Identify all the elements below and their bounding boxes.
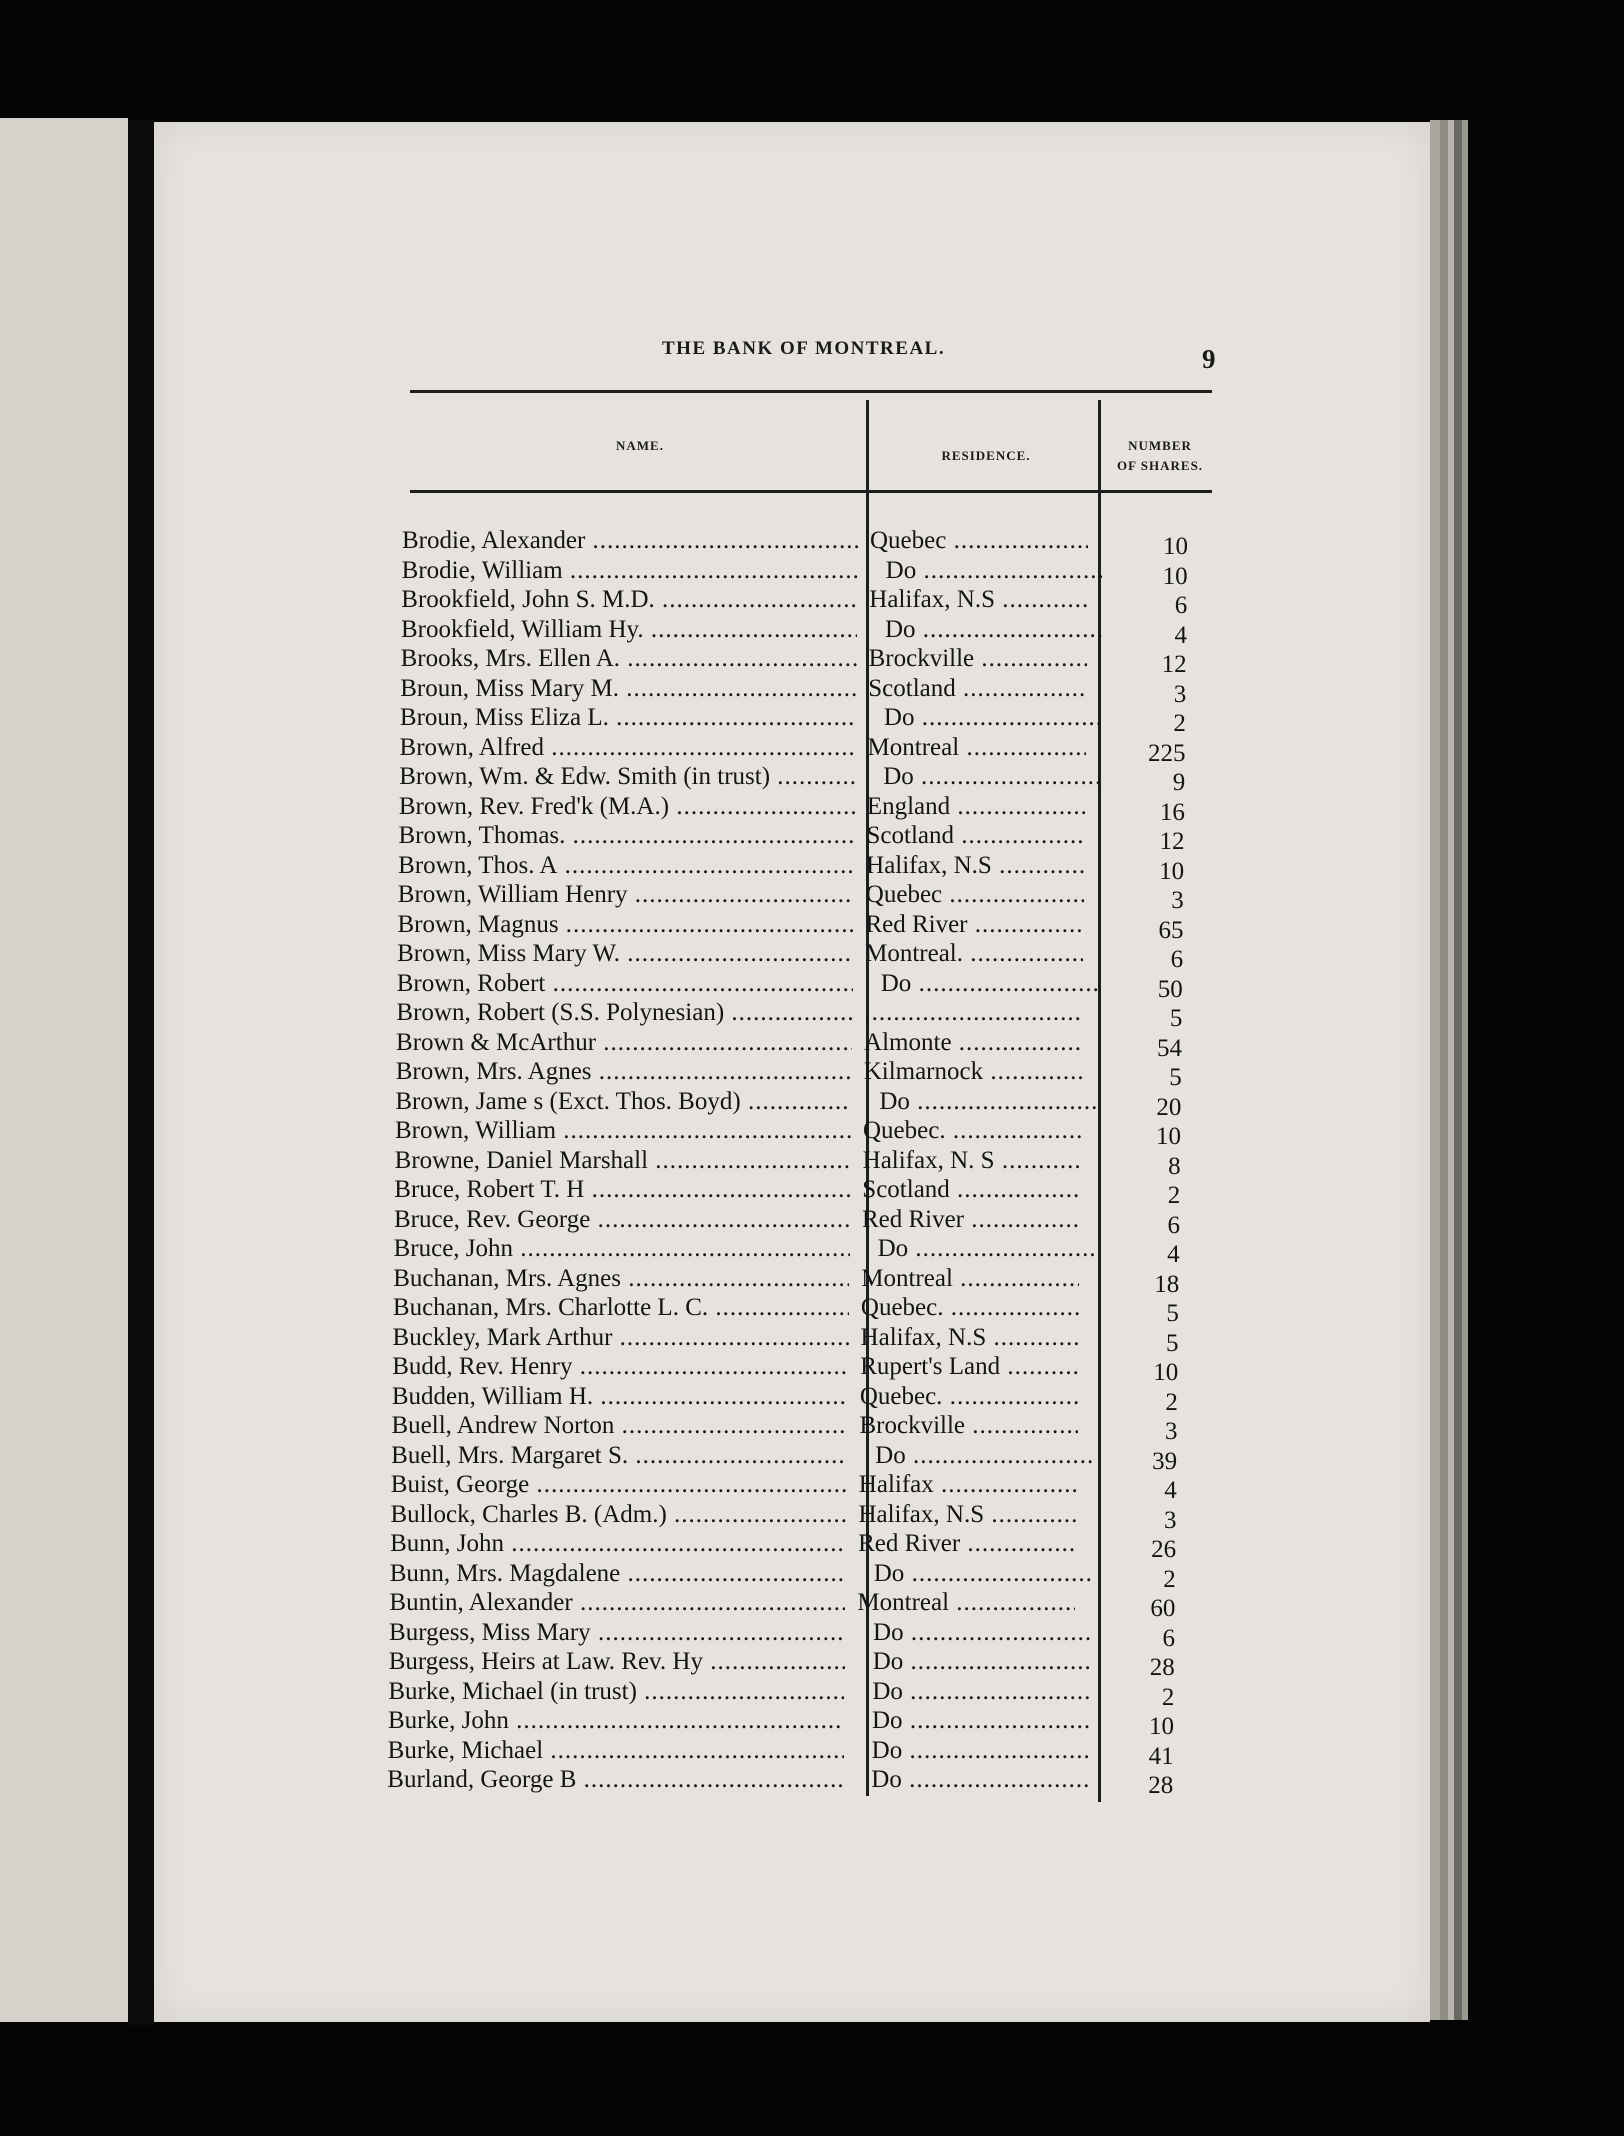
shareholder-name: Buell, Mrs. Margaret S. ..... — [391, 1441, 847, 1470]
shareholder-residence: Montreal. ..... — [865, 939, 1083, 968]
shareholder-residence: Do ..... — [865, 969, 1099, 998]
table-row — [392, 1323, 1193, 1357]
header-bottom-rule — [410, 490, 1212, 493]
shareholder-name: Brown, Thos. A ..... — [398, 851, 854, 880]
shareholder-name: Browne, Daniel Marshall ..... — [395, 1146, 851, 1175]
number-of-shares: 12 — [1161, 651, 1187, 678]
number-of-shares: 2 — [1165, 1388, 1178, 1416]
shareholder-name: Burke, Michael ..... — [388, 1736, 844, 1765]
shareholder-name: Brown, Robert (S.S. Polynesian) ..... — [396, 998, 852, 1027]
shareholder-name: Brown, Wm. & Edw. Smith (in trust) ..... — [399, 762, 855, 791]
shareholder-name: Buntin, Alexander ..... — [389, 1588, 845, 1617]
shareholder-name: Brown, Jame s (Exct. Thos. Boyd) ..... — [395, 1087, 851, 1116]
shareholder-name: Brown, Miss Mary W. ..... — [397, 939, 853, 968]
table-row — [389, 1618, 1189, 1652]
column-header-shares-line1: NUMBER — [1128, 438, 1192, 453]
shareholder-residence: Do ..... — [855, 1765, 1089, 1794]
table-row — [391, 1411, 1192, 1445]
table-row — [390, 1529, 1190, 1563]
page-number: 9 — [1202, 344, 1216, 374]
shareholder-name: Burgess, Miss Mary ..... — [389, 1618, 845, 1647]
table-row — [400, 644, 1201, 678]
shareholder-name: Brown, William Henry ..... — [398, 880, 854, 909]
column-header-residence: RESIDENCE. — [941, 448, 1031, 463]
page-stack-edge — [1430, 120, 1440, 2020]
facing-page-edge — [0, 118, 128, 2022]
number-of-shares: 12 — [1159, 828, 1185, 855]
table-row — [390, 1470, 1191, 1504]
number-of-shares: 6 — [1162, 1624, 1176, 1652]
shareholder-residence: Almonte ..... — [864, 1028, 1082, 1057]
shareholder-name: Buell, Andrew Norton ..... — [392, 1411, 848, 1440]
shareholder-name: Brown, Alfred ..... — [400, 733, 856, 762]
shareholder-residence: England ..... — [867, 792, 1085, 821]
number-of-shares: 5 — [1166, 1300, 1179, 1327]
shareholder-residence: Do ..... — [857, 1647, 1091, 1676]
shareholder-name: Brown, Thomas. ..... — [399, 821, 855, 850]
table-row — [398, 821, 1199, 855]
shareholder-residence: Do ..... — [870, 556, 1104, 585]
shareholder-name: Brodie, Alexander ..... — [402, 526, 858, 555]
table-row — [393, 1264, 1193, 1298]
table-row — [396, 969, 1197, 1003]
shareholder-name: Brookfield, John S. M.D. ..... — [401, 585, 857, 614]
column-header-name: NAME. — [616, 438, 664, 453]
shareholder-name: Bullock, Charles B. (Adm.) ..... — [390, 1500, 846, 1529]
shareholder-residence: Brockville ..... — [869, 644, 1087, 673]
shareholder-residence: Montreal ..... — [857, 1588, 1075, 1617]
number-of-shares: 16 — [1159, 798, 1185, 826]
number-of-shares: 6 — [1167, 1211, 1180, 1239]
shareholder-name: Bunn, John ..... — [390, 1529, 846, 1558]
table-row — [397, 939, 1197, 973]
number-of-shares: 20 — [1156, 1093, 1182, 1121]
running-head: THE BANK OF MONTREAL. — [662, 338, 946, 359]
table-row — [398, 792, 1199, 826]
shareholder-name: Buckley, Mark Arthur ..... — [393, 1323, 849, 1352]
column-header-shares — [1100, 436, 1220, 476]
table-row — [389, 1559, 1190, 1593]
shareholder-residence: Montreal ..... — [868, 733, 1086, 762]
number-of-shares: 18 — [1154, 1270, 1180, 1298]
shareholder-name: Brown, Magnus ..... — [397, 910, 853, 939]
shareholder-name: Broun, Miss Eliza L. ..... — [400, 703, 856, 732]
shareholder-residence — [864, 998, 1082, 1027]
shareholder-name: Budden, William H. ..... — [392, 1382, 848, 1411]
number-of-shares: 9 — [1172, 769, 1186, 796]
table-row — [399, 733, 1200, 767]
shareholder-name: Burke, Michael (in trust) ..... — [388, 1677, 844, 1706]
shareholder-name: Buist, George ..... — [391, 1470, 847, 1499]
number-of-shares: 28 — [1149, 1654, 1175, 1681]
table-row — [393, 1205, 1194, 1239]
table-top-rule — [410, 390, 1212, 393]
number-of-shares: 5 — [1169, 1064, 1182, 1091]
shareholder-residence: Halifax, N.S ..... — [866, 851, 1084, 880]
shareholder-residence: Do ..... — [856, 1736, 1090, 1765]
table-row — [392, 1293, 1193, 1327]
shareholder-name: Burgess, Heirs at Law. Rev. Hy ..... — [389, 1647, 845, 1676]
number-of-shares: 60 — [1150, 1595, 1176, 1622]
table-row — [389, 1588, 1189, 1622]
number-of-shares: 10 — [1149, 1713, 1174, 1740]
shareholder-residence: Do ..... — [859, 1441, 1093, 1470]
table-row — [391, 1441, 1191, 1475]
table-row — [396, 1028, 1196, 1062]
shareholder-residence: Kilmarnock ..... — [864, 1057, 1082, 1086]
number-of-shares: 3 — [1163, 1506, 1177, 1534]
number-of-shares: 225 — [1148, 739, 1186, 767]
number-of-shares: 10 — [1153, 1359, 1179, 1386]
shareholder-residence: Quebec. ..... — [860, 1382, 1078, 1411]
shareholder-name: Brown, Robert ..... — [397, 969, 853, 998]
shareholder-residence: Quebec ..... — [866, 880, 1084, 909]
number-of-shares: 10 — [1162, 562, 1188, 590]
shareholder-name: Brown, Mrs. Agnes ..... — [396, 1057, 852, 1086]
table-row — [392, 1352, 1192, 1386]
number-of-shares: 4 — [1174, 621, 1187, 649]
shareholder-residence: Halifax, N.S ..... — [869, 585, 1087, 614]
shareholder-residence: Do ..... — [862, 1234, 1096, 1263]
shareholder-name: Brodie, William ..... — [402, 556, 858, 585]
number-of-shares: 8 — [1168, 1152, 1181, 1180]
shareholder-residence: Do ..... — [869, 615, 1103, 644]
number-of-shares: 10 — [1163, 533, 1188, 560]
shareholder-residence: Scotland ..... — [868, 674, 1086, 703]
shareholder-residence: Red River ..... — [865, 910, 1083, 939]
shareholder-name: Buchanan, Mrs. Charlotte L. C. ..... — [393, 1293, 849, 1322]
shareholder-residence: Do ..... — [858, 1559, 1092, 1588]
number-of-shares: 65 — [1158, 916, 1184, 944]
shareholder-residence: Do ..... — [856, 1677, 1090, 1706]
number-of-shares: 2 — [1173, 710, 1186, 737]
shareholder-name: Budd, Rev. Henry ..... — [392, 1352, 848, 1381]
shareholder-name: Bruce, Rev. George ..... — [394, 1205, 850, 1234]
table-row — [394, 1175, 1194, 1209]
table-row — [399, 703, 1200, 737]
number-of-shares: 50 — [1157, 975, 1183, 1003]
table-row — [402, 526, 1202, 560]
table-row — [395, 1087, 1195, 1121]
number-of-shares: 10 — [1156, 1123, 1181, 1150]
shareholder-residence: Scotland ..... — [862, 1175, 1080, 1204]
shareholder-name: Bunn, Mrs. Magdalene ..... — [390, 1559, 846, 1588]
table-row — [397, 910, 1197, 944]
shareholder-residence: Quebec. ..... — [863, 1116, 1081, 1145]
shareholder-name: Burland, George B ..... — [387, 1765, 843, 1794]
shareholder-residence: Halifax, N.S ..... — [861, 1323, 1079, 1352]
shareholder-residence: Red River ..... — [858, 1529, 1076, 1558]
table-row — [393, 1234, 1194, 1268]
table-row — [396, 998, 1196, 1032]
number-of-shares: 3 — [1173, 680, 1187, 708]
table-row — [388, 1706, 1188, 1740]
shareholder-name: Brown & McArthur ..... — [396, 1028, 852, 1057]
number-of-shares: 10 — [1159, 857, 1185, 885]
number-of-shares: 6 — [1170, 946, 1184, 973]
shareholder-residence: Do ..... — [856, 1706, 1090, 1735]
table-row — [398, 851, 1198, 885]
shareholder-residence: Quebec. ..... — [861, 1293, 1079, 1322]
shareholder-residence: Do ..... — [867, 762, 1101, 791]
table-row — [388, 1677, 1188, 1711]
shareholder-residence: Red River ..... — [862, 1205, 1080, 1234]
page-stack-edge — [1440, 120, 1448, 2020]
shareholder-name: Brooks, Mrs. Ellen A. ..... — [401, 644, 857, 673]
book-gutter — [128, 120, 154, 2025]
number-of-shares: 2 — [1163, 1565, 1176, 1593]
shareholder-name: Bruce, Robert T. H ..... — [394, 1175, 850, 1204]
number-of-shares: 4 — [1167, 1241, 1180, 1268]
table-row — [390, 1500, 1190, 1534]
table-row — [388, 1647, 1189, 1681]
shareholder-residence: Brockville ..... — [860, 1411, 1078, 1440]
table-row — [399, 762, 1199, 796]
table-row — [400, 615, 1201, 649]
table-row — [387, 1736, 1188, 1770]
number-of-shares: 54 — [1157, 1034, 1183, 1062]
table-row — [401, 556, 1202, 590]
shareholder-residence: Do ..... — [863, 1087, 1097, 1116]
shareholder-residence: Halifax ..... — [859, 1470, 1077, 1499]
page-stack-edge — [1454, 120, 1462, 2020]
number-of-shares: 26 — [1151, 1536, 1177, 1563]
shareholder-residence: Halifax, N. S ..... — [863, 1146, 1081, 1175]
shareholder-name: Bruce, John ..... — [394, 1234, 850, 1263]
number-of-shares: 5 — [1169, 1005, 1183, 1032]
shareholder-name: Brookfield, William Hy. ..... — [401, 615, 857, 644]
table-row — [400, 674, 1200, 708]
number-of-shares: 39 — [1152, 1447, 1178, 1475]
number-of-shares: 6 — [1174, 592, 1188, 619]
number-of-shares: 2 — [1167, 1182, 1181, 1209]
shareholder-name: Broun, Miss Mary M. ..... — [400, 674, 856, 703]
number-of-shares: 41 — [1148, 1742, 1174, 1770]
shareholder-name: Buchanan, Mrs. Agnes ..... — [393, 1264, 849, 1293]
shareholder-residence: Scotland ..... — [867, 821, 1085, 850]
table-row — [395, 1116, 1195, 1150]
table-row — [395, 1057, 1196, 1091]
table-row — [394, 1146, 1195, 1180]
shareholder-residence: Halifax, N.S ..... — [858, 1500, 1076, 1529]
number-of-shares: 28 — [1148, 1772, 1174, 1799]
column-header-shares-line2: OF SHARES. — [1116, 458, 1204, 473]
shareholder-name: Brown, William ..... — [395, 1116, 851, 1145]
shareholder-residence: Rupert's Land ..... — [860, 1352, 1078, 1381]
number-of-shares: 4 — [1164, 1477, 1177, 1504]
number-of-shares: 3 — [1171, 887, 1184, 914]
number-of-shares: 5 — [1166, 1329, 1179, 1357]
shareholder-residence: Do ..... — [857, 1618, 1091, 1647]
table-row — [391, 1382, 1192, 1416]
table-row — [397, 880, 1198, 914]
shareholder-residence: Montreal ..... — [861, 1264, 1079, 1293]
shareholder-name: Burke, John ..... — [388, 1706, 844, 1735]
table-row — [387, 1765, 1187, 1799]
shareholder-name: Brown, Rev. Fred'k (M.A.) ..... — [399, 792, 855, 821]
table-row — [401, 585, 1201, 619]
shareholder-residence: Do ..... — [868, 703, 1102, 732]
shareholder-residence: Quebec ..... — [870, 526, 1088, 555]
number-of-shares: 3 — [1165, 1418, 1178, 1445]
number-of-shares: 2 — [1161, 1683, 1175, 1711]
page-stack-edge — [1462, 120, 1468, 2020]
